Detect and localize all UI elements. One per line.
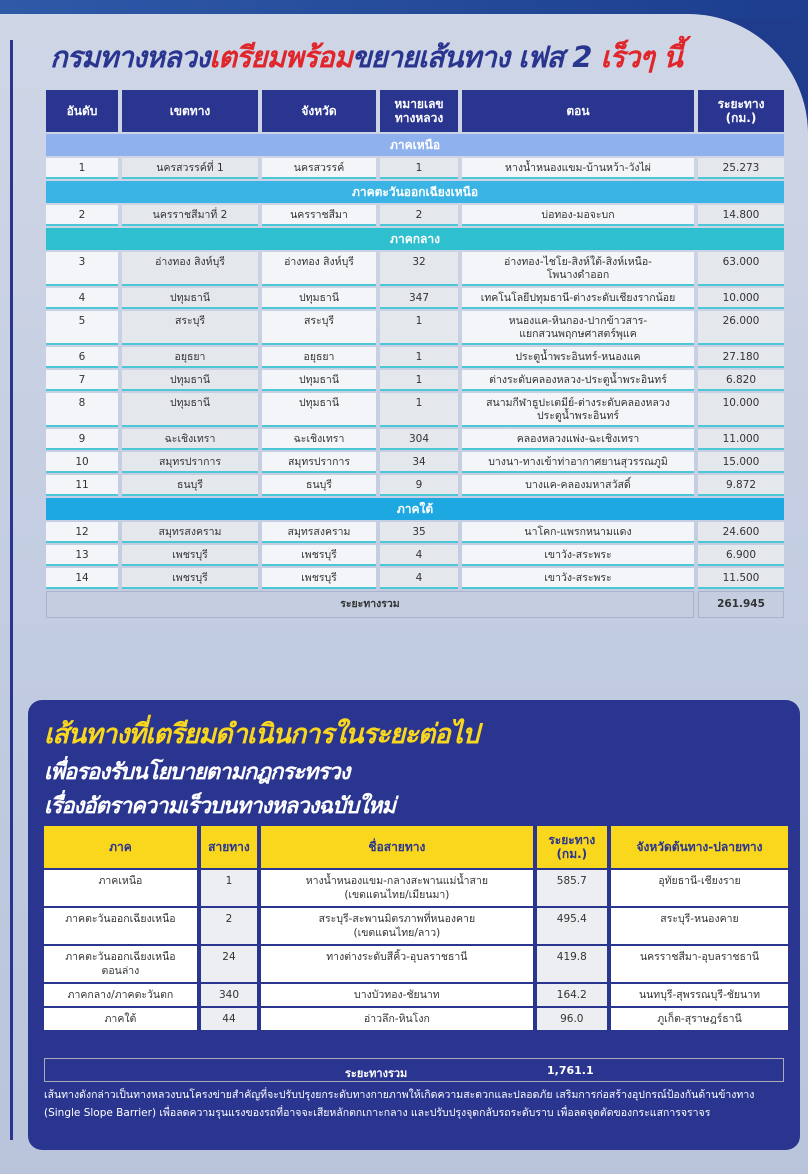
table-cell: อยุธยา <box>122 347 258 368</box>
table-header: จังหวัด <box>262 90 376 132</box>
panel-total-row <box>44 1058 784 1082</box>
table-cell: 495.4 <box>537 908 607 944</box>
region-row <box>46 228 784 250</box>
table-cell: ฉะเชิงเทรา <box>122 429 258 450</box>
table-cell: 1 <box>380 158 458 179</box>
table-header: ระยะทาง (กม.) <box>537 826 607 868</box>
table-cell: บ่อทอง-มอจะบก <box>462 205 694 226</box>
table-header: หมายเลข ทางหลวง <box>380 90 458 132</box>
table-row <box>46 158 784 179</box>
table-cell: 24.600 <box>698 522 784 543</box>
table-cell: สมุทรปราการ <box>122 452 258 473</box>
region-row <box>46 498 784 520</box>
panel-total-label: ระยะทางรวม <box>345 1067 408 1080</box>
table-row <box>46 205 784 226</box>
table-cell: 6.820 <box>698 370 784 391</box>
next-phase-table <box>40 824 792 1032</box>
table-cell: ภาคตะวันออกเฉียงเหนือ <box>44 908 197 944</box>
table-cell: 7 <box>46 370 118 391</box>
table-row <box>46 475 784 496</box>
table-cell: เพชรบุรี <box>122 545 258 566</box>
table-cell: ภาคกลาง/ภาคตะวันตก <box>44 984 197 1006</box>
table-cell: เพชรบุรี <box>122 568 258 589</box>
table-row <box>44 1008 788 1030</box>
table-cell: ทางต่างระดับสีคิ้ว-อุบลราชธานี <box>261 946 532 982</box>
table-cell: 164.2 <box>537 984 607 1006</box>
table-cell: นครสวรรค์ที่ 1 <box>122 158 258 179</box>
table-cell: 10.000 <box>698 393 784 427</box>
table-cell: สระบุรี-สะพานมิตรภาพที่หนองคาย (เขตแดนไทย/ลาว) <box>261 908 532 944</box>
table-cell: หางน้ำหนองแขม-บ้านหว้า-วังไผ่ <box>462 158 694 179</box>
table-row <box>46 568 784 589</box>
table-cell: 4 <box>380 568 458 589</box>
table-cell: 9.872 <box>698 475 784 496</box>
table-cell: นครราชสีมาที่ 2 <box>122 205 258 226</box>
left-accent-line <box>10 40 13 1140</box>
table-cell: 1 <box>201 870 257 906</box>
table-cell: 13 <box>46 545 118 566</box>
table-cell: 96.0 <box>537 1008 607 1030</box>
table-cell: ปทุมธานี <box>122 288 258 309</box>
table-cell: 34 <box>380 452 458 473</box>
table-cell: 9 <box>46 429 118 450</box>
table-cell: 585.7 <box>537 870 607 906</box>
page-title <box>50 34 682 80</box>
table-cell: ธนบุรี <box>262 475 376 496</box>
table-header: เขตทาง <box>122 90 258 132</box>
table-cell: สมุทรสงคราม <box>122 522 258 543</box>
table-cell: 10 <box>46 452 118 473</box>
table-cell: ภาคเหนือ <box>44 870 197 906</box>
panel-total-value: 1,761.1 <box>547 1064 594 1077</box>
table-cell: 27.180 <box>698 347 784 368</box>
table-cell: 2 <box>380 205 458 226</box>
table-cell: อ่างทอง สิงห์บุรี <box>262 252 376 286</box>
table-cell: บางบัวทอง-ชัยนาท <box>261 984 532 1006</box>
table-cell: 347 <box>380 288 458 309</box>
table-cell: 63.000 <box>698 252 784 286</box>
region-label: ภาคตะวันออกเฉียงเหนือ <box>46 181 784 203</box>
table-cell: อ่างทอง-ไชโย-สิงห์ใต้-สิงห์เหนือ- โพนางดำออก <box>462 252 694 286</box>
table-cell: 11 <box>46 475 118 496</box>
table-cell: นนทบุรี-สุพรรณบุรี-ชัยนาท <box>611 984 788 1006</box>
table-cell: สระบุรี <box>262 311 376 345</box>
table-row <box>46 288 784 309</box>
table-cell: 25.273 <box>698 158 784 179</box>
table-cell: นครราชสีมา <box>262 205 376 226</box>
table-cell: ปทุมธานี <box>122 393 258 427</box>
total-row <box>46 591 784 618</box>
table-cell: นครสวรรค์ <box>262 158 376 179</box>
title-part: กรมทางหลวง <box>50 40 210 74</box>
table-cell: 304 <box>380 429 458 450</box>
table-cell: 1 <box>380 311 458 345</box>
panel-subtitle: เรื่องอัตราความเร็วบนทางหลวงฉบับใหม่ <box>44 794 395 819</box>
table-row <box>46 252 784 286</box>
table-cell: ปทุมธานี <box>262 370 376 391</box>
region-row <box>46 134 784 156</box>
phase2-table <box>42 88 788 620</box>
table-header: ภาค <box>44 826 197 868</box>
table-cell: 5 <box>46 311 118 345</box>
table-cell: ภาคตะวันออกเฉียงเหนือ ตอนล่าง <box>44 946 197 982</box>
table-cell: 12 <box>46 522 118 543</box>
table-cell: 2 <box>46 205 118 226</box>
table-cell: นาโคก-แพรกหนามแดง <box>462 522 694 543</box>
table-cell: เพชรบุรี <box>262 545 376 566</box>
table-cell: 1 <box>380 347 458 368</box>
footnote: เส้นทางดังกล่าวเป็นทางหลวงบนโครงข่ายสำคัญที่จะปรับปรุงยกระดับทางกายภาพให้เกิดความสะดวกและปลอดภัย เสริมการก่อสร้างอุปกรณ์ป้องกันด้านข้างทาง (Single Slope Barrier) เพื่อลดความรุนแรงของรถที่อาจจะเสียหลักตกเกาะกลาง และปรับปรุงจุดกลับรถระดับราบ เพื่อลดจุดตัดของกระแสการจราจร <box>44 1089 755 1119</box>
table-cell: 2 <box>201 908 257 944</box>
table-cell: เขาวัง-สระพระ <box>462 545 694 566</box>
panel-title: เส้นทางที่เตรียมดำเนินการในระยะต่อไป <box>44 719 479 750</box>
table-cell: เขาวัง-สระพระ <box>462 568 694 589</box>
table-row <box>46 311 784 345</box>
table-cell: หางน้ำหนองแขม-กลางสะพานแม่น้ำสาย (เขตแดนไทย/เมียนมา) <box>261 870 532 906</box>
panel-subtitle: เพื่อรองรับนโยบายตามกฎกระทรวง <box>44 760 350 785</box>
table-header: อันดับ <box>46 90 118 132</box>
table-cell: ธนบุรี <box>122 475 258 496</box>
table-cell: 32 <box>380 252 458 286</box>
table-row <box>46 452 784 473</box>
total-label: ระยะทางรวม <box>46 591 694 618</box>
table-cell: สมุทรปราการ <box>262 452 376 473</box>
total-value: 261.945 <box>698 591 784 618</box>
table-cell: 1 <box>46 158 118 179</box>
table-cell: ปทุมธานี <box>262 288 376 309</box>
table-header: ระยะทาง (กม.) <box>698 90 784 132</box>
table-row <box>46 522 784 543</box>
table-cell: 9 <box>380 475 458 496</box>
table-cell: 3 <box>46 252 118 286</box>
table-cell: อ่าวลึก-หินโงก <box>261 1008 532 1030</box>
table-cell: หนองแค-หินกอง-ปากข้าวสาร- แยกสวนพฤกษศาสตร์พุแค <box>462 311 694 345</box>
table-row <box>46 347 784 368</box>
table-cell: อยุธยา <box>262 347 376 368</box>
table-cell: นครราชสีมา-อุบลราชธานี <box>611 946 788 982</box>
table-cell: 44 <box>201 1008 257 1030</box>
table-cell: 24 <box>201 946 257 982</box>
table-header: ชื่อสายทาง <box>261 826 532 868</box>
table-row <box>46 370 784 391</box>
table-row <box>44 870 788 906</box>
table-cell: 11.500 <box>698 568 784 589</box>
table-cell: 1 <box>380 370 458 391</box>
table-cell: 6 <box>46 347 118 368</box>
table-cell: 14.800 <box>698 205 784 226</box>
table-cell: 8 <box>46 393 118 427</box>
table-row <box>46 545 784 566</box>
table-cell: 4 <box>380 545 458 566</box>
table-cell: เทคโนโลยีปทุมธานี-ต่างระดับเชียงรากน้อย <box>462 288 694 309</box>
table-cell: อุทัยธานี-เชียงราย <box>611 870 788 906</box>
table-cell: 419.8 <box>537 946 607 982</box>
table-cell: สระบุรี-หนองคาย <box>611 908 788 944</box>
title-part: เร็วๆ นี้ <box>600 40 682 74</box>
table-cell: 10.000 <box>698 288 784 309</box>
table-cell: 15.000 <box>698 452 784 473</box>
table-cell: บางแค-คลองมหาสวัสดิ์ <box>462 475 694 496</box>
table-cell: 6.900 <box>698 545 784 566</box>
table-cell: ฉะเชิงเทรา <box>262 429 376 450</box>
table-cell: 35 <box>380 522 458 543</box>
title-part: เตรียมพร้อม <box>209 40 352 74</box>
table-row <box>46 429 784 450</box>
table-header: จังหวัดต้นทาง-ปลายทาง <box>611 826 788 868</box>
table-cell: สมุทรสงคราม <box>262 522 376 543</box>
region-label: ภาคใต้ <box>46 498 784 520</box>
table-cell: ปทุมธานี <box>262 393 376 427</box>
table-cell: 4 <box>46 288 118 309</box>
table-cell: สนามกีฬาธูปะเตมีย์-ต่างระดับคลองหลวง ประตูน้ำพระอินทร์ <box>462 393 694 427</box>
region-label: ภาคกลาง <box>46 228 784 250</box>
table-row <box>44 984 788 1006</box>
table-header: ตอน <box>462 90 694 132</box>
table-cell: 11.000 <box>698 429 784 450</box>
table-cell: ภูเก็ต-สุราษฎร์ธานี <box>611 1008 788 1030</box>
region-label: ภาคเหนือ <box>46 134 784 156</box>
table-cell: อ่างทอง สิงห์บุรี <box>122 252 258 286</box>
region-row <box>46 181 784 203</box>
table-cell: ปทุมธานี <box>122 370 258 391</box>
table-cell: 1 <box>380 393 458 427</box>
table-cell: 26.000 <box>698 311 784 345</box>
table-cell: 14 <box>46 568 118 589</box>
table-cell: คลองหลวงแพ่ง-ฉะเชิงเทรา <box>462 429 694 450</box>
table-cell: ประตูน้ำพระอินทร์-หนองแค <box>462 347 694 368</box>
table-row <box>44 946 788 982</box>
table-cell: ต่างระดับคลองหลวง-ประตูน้ำพระอินทร์ <box>462 370 694 391</box>
table-cell: เพชรบุรี <box>262 568 376 589</box>
table-cell: ภาคใต้ <box>44 1008 197 1030</box>
table-row <box>46 393 784 427</box>
table-cell: 340 <box>201 984 257 1006</box>
table-cell: สระบุรี <box>122 311 258 345</box>
table-cell: บางนา-ทางเข้าท่าอากาศยานสุวรรณภูมิ <box>462 452 694 473</box>
table-header: สายทาง <box>201 826 257 868</box>
table-row <box>44 908 788 944</box>
title-part: ขยายเส้นทาง เฟส 2 <box>351 40 601 74</box>
